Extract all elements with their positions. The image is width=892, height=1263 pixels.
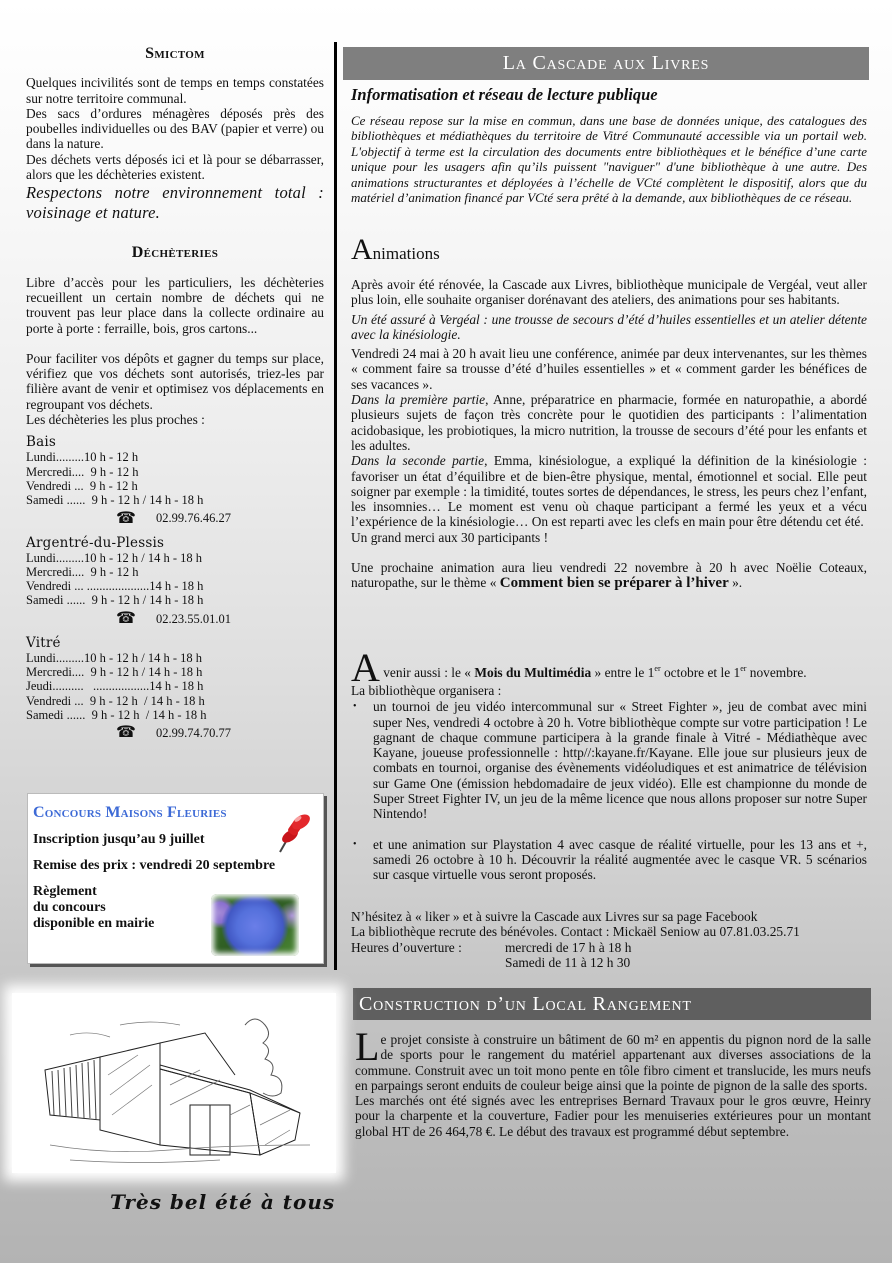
local-rangement-body <box>355 1024 871 1139</box>
decheterie-vitre <box>26 636 324 741</box>
left-column <box>26 46 324 741</box>
decheteries-advice: Pour faciliter vos dépôts et gagner du temps sur place, vérifiez que vos déchets sont autorisés, triez-les par filière avant de venir et optimisez vos déplacements en regroupant vos déchets. <box>26 350 324 412</box>
hydrangea-photo <box>211 894 299 956</box>
smictom-paragraph: Des sacs d’ordures ménagères déposés près des poubelles individuelles ou des BAV (papier et verre) ou dans la nature. <box>26 105 324 152</box>
p4-text: , Anne, préparatrice en pharmacie, formée en naturopathie, a abordé plusieurs sujets de façon très concrète pour le quotidien des participants : l’alimentation acidobasique, les probiotiques, la micro nutrition, la trousse de secours d’été pour les enfants et les adultes. <box>351 392 868 453</box>
hours-row: Lundi.........10 h - 12 h / 14 h - 18 h <box>26 650 203 665</box>
phone-number: 02.99.74.70.77 <box>156 726 231 741</box>
text: octobre et le 1 <box>660 665 741 680</box>
hours-label: Heures d’ouverture : <box>351 939 462 955</box>
pushpin-icon <box>274 812 314 854</box>
hours-row: Samedi ...... 9 h - 12 h / 14 h - 18 h <box>26 707 207 722</box>
list-item: • un tournoi de jeu vidéo intercommunal sur « Street Fighter », jeu de combat avec mini super Nes, vendredi 4 octobre à 20 h. Votre bibliothèque compte sur votre participation ! Le gagnant de chaque commune participera à la grande finale à Vitré - Médiathèque avec Kayane, joueuse professionnelle : http//:kayane.fr/Kayane. Elle joue sur plusieurs jeux de combats en tournoi, organise des évènements vidéoludiques et est animatrice de télévision sur Game One (émission hebdomadaire de jeux vidéo). Elle est championne du monde de Super Street Fighter IV, un jeu de la même licence que nous allons proposer sur notre Super Nintendo! <box>351 699 867 821</box>
smictom-title: Smictom <box>145 45 205 62</box>
text: novembre. <box>746 665 807 680</box>
hours-row <box>351 940 867 955</box>
decheterie-argentre <box>26 536 324 627</box>
local-dropcap: L <box>355 1024 380 1069</box>
animations-title-rest: nimations <box>372 244 440 263</box>
animations-p1: Après avoir été rénovée, la Cascade aux Livres, bibliothèque municipale de Vergéal, veut aller plus loin, elle souhaite organiser dorénavant des ateliers, des animations pour ses habitants. <box>351 277 867 308</box>
hours-row: Jeudi.......... ..................14 h - 18 h <box>26 679 204 694</box>
info-title: Informatisation et réseau de lecture publique <box>351 85 658 104</box>
phone-row <box>116 511 324 527</box>
a-venir-dropcap: A <box>351 645 380 690</box>
a-venir-line2: La bibliothèque organisera : <box>351 683 502 698</box>
summer-greeting: Très bel été à tous <box>110 1190 336 1214</box>
telephone-icon: ☎ <box>116 509 136 527</box>
local-p1 <box>355 1024 871 1093</box>
concours-maisons-fleuries-box <box>27 793 324 964</box>
p4-lead: Dans la première partie <box>351 392 486 408</box>
hours-row: Vendredi ... 9 h - 12 h / 14 h - 18 h <box>26 693 205 708</box>
cascade-banner: La Cascade aux Livres <box>343 47 869 80</box>
p7-end: ». <box>728 575 743 591</box>
p7-text: Une prochaine animation aura lieu vendredi 22 novembre à 20 h avec Noëlie Coteaux, naturopathe, sur le thème « <box>351 560 867 591</box>
hours-row: Lundi.........10 h - 12 h / 14 h - 18 h <box>26 550 203 565</box>
decheterie-bais <box>26 435 324 526</box>
animations-p2: Un été assuré à Vergéal : une trousse de secours d’été d’huiles essentielles et un atelier détente avec la kinésiologie. <box>351 311 867 342</box>
list-item: • et une animation sur Playstation 4 avec casque de réalité virtuelle, pour les 13 ans et +, samedi 26 octobre à 10 h. Découvrir la réalité augmentée avec le casque VR. 5 scénarios sur casque virtuelle vous seront proposés. <box>351 837 867 883</box>
concours-reglement <box>33 884 203 932</box>
smictom-motto: Respectons notre environnement total : voisinage et nature. <box>26 183 324 223</box>
a-venir-section <box>351 645 867 883</box>
sup: er <box>740 664 747 673</box>
concours-remise: Remise des prix : vendredi 20 septembre <box>33 858 276 873</box>
animations-p4 <box>351 392 867 453</box>
a-venir-first-line <box>351 645 867 690</box>
concours-title: Concours Maisons Fleuries <box>33 804 227 821</box>
p5-lead: Dans la seconde partie <box>351 453 485 469</box>
info-text: Ce réseau repose sur la mise en commun, dans une base de données unique, des catalogues des bibliothèques et médiathèques du territoire de Vitré Communauté accessible via un portail web. L'objectif à terme est la circulation des documents entre bibliothèques et le bénéfice d’une carte unique pour les usagers afin qu’ils puissent "naviguer" d'une bibliothèque à une autre. Des animations structurantes et déployées à l’échelle de VCté complètent le dispositif, alors que du matériel d’animation financé par VCté sera prêté à la demande, aux bibliothèques de ce réseau. <box>351 113 867 206</box>
smictom-paragraph: Des déchets verts déposés ici et là pour se débarrasser, alors que les déchèteries existent. <box>26 151 324 183</box>
hours-row: Mercredi.... 9 h - 12 h / 14 h - 18 h <box>26 665 203 680</box>
telephone-icon: ☎ <box>116 724 136 742</box>
local-p2: Les marchés ont été signés avec les entreprises Bernard Travaux pour le gros œuvre, Heinry pour la charpente et la couverture, Fadier pour les menuiseries extérieures pour un montant global HT de 26 464,78 €. Le début des travaux est programmé début septembre. <box>355 1093 871 1139</box>
cascade-footer <box>351 909 867 970</box>
animations-dropcap: A <box>351 233 373 266</box>
concours-inscription: Inscription jusqu’au 9 juillet <box>33 832 205 847</box>
hours-value: mercredi de 17 h à 18 h <box>505 939 632 955</box>
hours-row: Samedi ...... 9 h - 12 h / 14 h - 18 h <box>26 593 204 608</box>
reglement-line: du concours <box>33 900 106 915</box>
phone-number: 02.23.55.01.01 <box>156 611 231 626</box>
hours-row: Vendredi ... ....................14 h - 18 h <box>26 579 204 594</box>
reglement-line: Règlement <box>33 884 97 899</box>
site-name: Argentré-du-Plessis <box>26 534 165 551</box>
animations-body <box>351 277 867 592</box>
facebook-line: N’hésitez à « liker » et à suivre la Cascade aux Livres sur sa page Facebook <box>351 909 758 924</box>
decheteries-title: Déchèteries <box>131 244 219 262</box>
building-sketch <box>30 1005 320 1170</box>
phone-number: 02.99.76.46.27 <box>156 511 231 526</box>
hours-row: Mercredi.... 9 h - 12 h <box>26 464 139 479</box>
hours-row <box>351 955 867 970</box>
animations-p3: Vendredi 24 mai à 20 h avait lieu une conférence, animée par deux intervenantes, sur les thèmes « comment faire sa trousse d’été d’huiles essentielles » et « comment garder les bénéfices de ses vacances ». <box>351 346 867 392</box>
hours-row: Lundi.........10 h - 12 h <box>26 450 139 465</box>
site-name: Bais <box>26 434 57 451</box>
a-venir-list <box>351 699 867 882</box>
p5-text: , Emma, kinésiologue, a expliqué la définition de la kinésiologie : favoriser un état d’équilibre et de bien-être physique, mental, émotionnel et social. Elle peut soigner par exemple : la timidité, toutes sortes de dépendances, le stress, les peurs chez l’enfant, les insomnies… Le moment est venu où chaque participant a fermé les yeux et a vécu l’expérience de la kinésiologie… On est reparti avec les clefs en main pour être détendu cet été. <box>351 453 867 530</box>
p7-bold: Comment bien se préparer à l’hiver <box>499 575 729 592</box>
phone-row <box>116 611 324 627</box>
benevoles-line: La bibliothèque recrute des bénévoles. Contact : Mickaël Seniow au 07.81.03.25.71 <box>351 924 800 940</box>
phone-row <box>116 725 324 741</box>
local-rangement-banner: Construction d’un Local Rangement <box>353 988 871 1020</box>
hours-row: Mercredi.... 9 h - 12 h <box>26 564 139 579</box>
hours-row: Samedi ...... 9 h - 12 h / 14 h - 18 h <box>26 493 204 508</box>
animations-title <box>351 233 867 266</box>
animations-p7 <box>351 560 867 592</box>
text: venir aussi : le « <box>379 665 475 680</box>
smictom-text <box>26 75 324 182</box>
animations-p6: Un grand merci aux 30 participants ! <box>351 529 549 545</box>
site-name: Vitré <box>26 634 61 651</box>
decheteries-nearest-label: Les déchèteries les plus proches : <box>26 412 205 428</box>
smictom-paragraph: Quelques incivilités sont de temps en temps constatées sur notre territoire communal. <box>26 75 324 106</box>
column-divider <box>334 42 337 970</box>
sup: er <box>654 664 661 673</box>
animations-p5 <box>351 453 867 529</box>
hours-row: Vendredi ... 9 h - 12 h <box>26 478 138 493</box>
local-p1-text: e projet consiste à construire un bâtiment de 60 m² en appentis du pignon nord de la salle de sports pour le rangement du matériel appartenant aux diverses associations de la commune. Construit avec un toit mono pente en tôle fibro ciment et translucide, les murs neufs en parpaings seront enduits de couleur beige ainsi que la pointe de pignon de la salle des sports. <box>355 1032 871 1093</box>
reglement-line: disponible en mairie <box>33 916 155 931</box>
hours-value: Samedi de 11 à 12 h 30 <box>505 954 631 970</box>
telephone-icon: ☎ <box>116 609 136 627</box>
decheteries-intro: Libre d’accès pour les particuliers, les déchèteries recueillent un certain nombre de déchets qui ne trouvent pas leur place dans la collecte ordinaire au porte à porte : ferraille, bois, gros cartons... <box>26 274 324 336</box>
mois-multimedia: Mois du Multimédia <box>474 665 592 680</box>
text: » entre le 1 <box>591 665 655 680</box>
